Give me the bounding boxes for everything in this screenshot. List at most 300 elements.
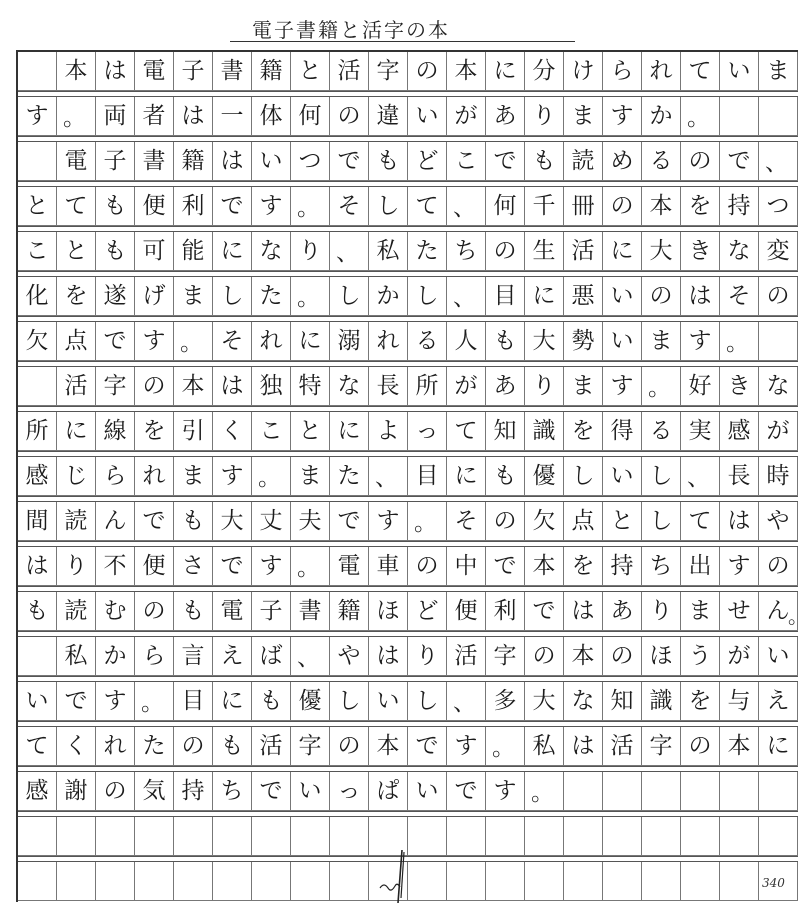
grid-cell: 大 bbox=[525, 682, 564, 721]
grid-cell: い bbox=[408, 772, 447, 811]
grid-cell bbox=[330, 862, 369, 901]
grid-cell: 線 bbox=[96, 412, 135, 451]
grid-cell: 籍 bbox=[252, 52, 291, 91]
grid-cell: 不 bbox=[96, 547, 135, 586]
grid-cell: 人 bbox=[447, 322, 486, 361]
grid-cell: の bbox=[603, 637, 642, 676]
grid-cell: す bbox=[369, 502, 408, 541]
grid-cell: は bbox=[564, 727, 603, 766]
grid-cell: る bbox=[642, 412, 681, 451]
essay-title: 電子書籍と活字の本 bbox=[252, 18, 450, 42]
genkou-grid bbox=[16, 50, 798, 902]
grid-cell: り bbox=[642, 592, 681, 631]
grid-cell: も bbox=[369, 142, 408, 181]
grid-cell bbox=[720, 772, 759, 811]
grid-row bbox=[18, 772, 798, 811]
grid-cell: す bbox=[252, 187, 291, 226]
grid-cell: っ bbox=[408, 412, 447, 451]
grid-cell: い bbox=[18, 682, 57, 721]
grid-cell bbox=[18, 142, 57, 181]
grid-cell: を bbox=[57, 277, 96, 316]
grid-cell: 気 bbox=[135, 772, 174, 811]
grid-cell: を bbox=[681, 682, 720, 721]
grid-cell: じ bbox=[57, 457, 96, 496]
grid-cell bbox=[135, 817, 174, 856]
grid-cell: う bbox=[681, 637, 720, 676]
grid-cell: い bbox=[369, 682, 408, 721]
grid-cell: に bbox=[525, 277, 564, 316]
grid-cell bbox=[525, 862, 564, 901]
grid-cell: ら bbox=[603, 52, 642, 91]
grid-cell: ま bbox=[174, 277, 213, 316]
grid-cell bbox=[564, 862, 603, 901]
grid-cell: 字 bbox=[291, 727, 330, 766]
grid-cell: く bbox=[213, 412, 252, 451]
grid-cell: 電 bbox=[213, 592, 252, 631]
grid-cell: り bbox=[525, 367, 564, 406]
grid-cell: ん bbox=[96, 502, 135, 541]
grid-row bbox=[18, 97, 798, 136]
grid-cell: の bbox=[486, 232, 525, 271]
grid-cell: は bbox=[564, 592, 603, 631]
grid-cell: 私 bbox=[369, 232, 408, 271]
grid-cell: か bbox=[369, 277, 408, 316]
grid-cell: 丈 bbox=[252, 502, 291, 541]
grid-cell: え bbox=[213, 637, 252, 676]
grid-cell: 引 bbox=[174, 412, 213, 451]
grid-cell: い bbox=[291, 772, 330, 811]
grid-row bbox=[18, 232, 798, 271]
grid-cell: げ bbox=[135, 277, 174, 316]
grid-cell: 点 bbox=[57, 322, 96, 361]
grid-cell: と bbox=[291, 412, 330, 451]
grid-cell bbox=[642, 817, 681, 856]
grid-cell: を bbox=[681, 187, 720, 226]
grid-cell: し bbox=[408, 277, 447, 316]
grid-cell: ち bbox=[213, 772, 252, 811]
grid-cell: め bbox=[603, 142, 642, 181]
grid-cell: む bbox=[96, 592, 135, 631]
grid-cell: は bbox=[681, 277, 720, 316]
grid-cell: こ bbox=[252, 412, 291, 451]
grid-cell: 。 bbox=[486, 727, 525, 766]
grid-cell: 特 bbox=[291, 367, 330, 406]
grid-cell: 本 bbox=[57, 52, 96, 91]
grid-cell: き bbox=[681, 232, 720, 271]
grid-cell: こ bbox=[447, 142, 486, 181]
grid-cell bbox=[18, 52, 57, 91]
grid-cell: と bbox=[291, 52, 330, 91]
grid-cell: ぱ bbox=[369, 772, 408, 811]
grid-cell: 所 bbox=[408, 367, 447, 406]
grid-cell: に bbox=[213, 682, 252, 721]
grid-cell: 本 bbox=[564, 637, 603, 676]
grid-cell: 目 bbox=[486, 277, 525, 316]
grid-cell: 長 bbox=[720, 457, 759, 496]
grid-cell: す bbox=[603, 367, 642, 406]
grid-cell: 得 bbox=[603, 412, 642, 451]
grid-cell: し bbox=[642, 457, 681, 496]
grid-cell: す bbox=[486, 772, 525, 811]
grid-cell: と bbox=[603, 502, 642, 541]
grid-cell: す bbox=[681, 322, 720, 361]
grid-cell: 電 bbox=[330, 547, 369, 586]
grid-cell: の bbox=[759, 547, 798, 586]
grid-row bbox=[18, 457, 798, 496]
grid-cell bbox=[18, 637, 57, 676]
grid-cell: と bbox=[57, 232, 96, 271]
grid-cell: か bbox=[642, 97, 681, 136]
grid-cell: し bbox=[408, 682, 447, 721]
grid-cell: 。 bbox=[135, 682, 174, 721]
grid-cell: 便 bbox=[135, 187, 174, 226]
grid-cell bbox=[564, 817, 603, 856]
grid-cell: が bbox=[447, 367, 486, 406]
grid-cell: た bbox=[408, 232, 447, 271]
grid-cell bbox=[135, 862, 174, 901]
grid-cell: 利 bbox=[174, 187, 213, 226]
grid-cell: 違 bbox=[369, 97, 408, 136]
grid-cell: 長 bbox=[369, 367, 408, 406]
grid-cell: 千 bbox=[525, 187, 564, 226]
grid-cell: 車 bbox=[369, 547, 408, 586]
grid-cell: も bbox=[486, 322, 525, 361]
grid-cell: 時 bbox=[759, 457, 798, 496]
grid-cell bbox=[759, 817, 798, 856]
grid-cell: こ bbox=[18, 232, 57, 271]
grid-cell: 知 bbox=[486, 412, 525, 451]
grid-cell bbox=[720, 97, 759, 136]
grid-cell: し bbox=[213, 277, 252, 316]
grid-cell: な bbox=[330, 367, 369, 406]
grid-cell: も bbox=[252, 682, 291, 721]
grid-cell: 字 bbox=[369, 52, 408, 91]
grid-cell: 籍 bbox=[330, 592, 369, 631]
grid-cell: あ bbox=[486, 97, 525, 136]
grid-cell: 目 bbox=[174, 682, 213, 721]
grid-cell: 私 bbox=[525, 727, 564, 766]
grid-cell: 持 bbox=[720, 187, 759, 226]
grid-cell: 、 bbox=[330, 232, 369, 271]
grid-cell: 独 bbox=[252, 367, 291, 406]
grid-cell: 感 bbox=[18, 457, 57, 496]
grid-cell: ま bbox=[681, 592, 720, 631]
grid-cell: つ bbox=[291, 142, 330, 181]
grid-cell: そ bbox=[447, 502, 486, 541]
grid-cell: 所 bbox=[18, 412, 57, 451]
grid-cell bbox=[603, 817, 642, 856]
grid-cell: 、 bbox=[291, 637, 330, 676]
grid-cell: ば bbox=[252, 637, 291, 676]
grid-cell: ど bbox=[408, 592, 447, 631]
grid-cell bbox=[96, 862, 135, 901]
grid-cell: 読 bbox=[57, 502, 96, 541]
grid-cell bbox=[18, 367, 57, 406]
grid-cell: い bbox=[720, 52, 759, 91]
grid-cell: 者 bbox=[135, 97, 174, 136]
grid-cell: て bbox=[447, 412, 486, 451]
grid-cell: な bbox=[252, 232, 291, 271]
grid-cell: た bbox=[330, 457, 369, 496]
grid-cell: 。 bbox=[174, 322, 213, 361]
grid-cell: り bbox=[525, 97, 564, 136]
grid-cell: い bbox=[252, 142, 291, 181]
grid-cell: ら bbox=[96, 457, 135, 496]
grid-cell: 変 bbox=[759, 232, 798, 271]
grid-cell: 識 bbox=[642, 682, 681, 721]
grid-cell: 。 bbox=[720, 322, 759, 361]
grid-cell: に bbox=[291, 322, 330, 361]
grid-cell: 。 bbox=[681, 97, 720, 136]
grid-cell bbox=[525, 817, 564, 856]
grid-cell: 生 bbox=[525, 232, 564, 271]
grid-cell: す bbox=[447, 727, 486, 766]
grid-cell: つ bbox=[759, 187, 798, 226]
grid-cell: 与 bbox=[720, 682, 759, 721]
grid-cell: 本 bbox=[720, 727, 759, 766]
grid-cell bbox=[57, 862, 96, 901]
grid-cell: し bbox=[564, 457, 603, 496]
grid-cell: よ bbox=[369, 412, 408, 451]
grid-cell: 。 bbox=[291, 187, 330, 226]
grid-cell bbox=[603, 862, 642, 901]
grid-cell: も bbox=[486, 457, 525, 496]
grid-cell: 優 bbox=[291, 682, 330, 721]
grid-cell bbox=[486, 817, 525, 856]
title-block bbox=[230, 8, 575, 44]
grid-cell: 一 bbox=[213, 97, 252, 136]
grid-row bbox=[18, 547, 798, 586]
grid-cell: い bbox=[603, 322, 642, 361]
grid-cell bbox=[681, 772, 720, 811]
grid-cell: 便 bbox=[135, 547, 174, 586]
grid-cell: の bbox=[330, 727, 369, 766]
title-underline bbox=[230, 41, 575, 42]
grid-cell: 籍 bbox=[174, 142, 213, 181]
grid-cell: 書 bbox=[291, 592, 330, 631]
grid-row bbox=[18, 52, 798, 91]
grid-cell: で bbox=[330, 502, 369, 541]
grid-cell: で bbox=[408, 727, 447, 766]
grid-row bbox=[18, 322, 798, 361]
grid-cell: 大 bbox=[213, 502, 252, 541]
grid-cell: ま bbox=[174, 457, 213, 496]
grid-cell: で bbox=[525, 592, 564, 631]
grid-cell: 化 bbox=[18, 277, 57, 316]
grid-cell: で bbox=[720, 142, 759, 181]
grid-cell: で bbox=[252, 772, 291, 811]
grid-cell: て bbox=[408, 187, 447, 226]
grid-cell: 遂 bbox=[96, 277, 135, 316]
grid-cell: い bbox=[603, 277, 642, 316]
grid-row bbox=[18, 142, 798, 181]
grid-cell: 電 bbox=[57, 142, 96, 181]
grid-cell: の bbox=[681, 727, 720, 766]
grid-cell: ま bbox=[564, 367, 603, 406]
grid-cell: れ bbox=[369, 322, 408, 361]
grid-cell bbox=[213, 862, 252, 901]
grid-cell: は bbox=[174, 97, 213, 136]
grid-cell: す bbox=[603, 97, 642, 136]
grid-cell: の bbox=[174, 727, 213, 766]
grid-cell: で bbox=[135, 502, 174, 541]
grid-cell: 活 bbox=[603, 727, 642, 766]
grid-cell: の bbox=[135, 592, 174, 631]
grid-cell: 優 bbox=[525, 457, 564, 496]
page-count-label: 340 bbox=[762, 876, 785, 890]
grid-cell: の bbox=[330, 97, 369, 136]
grid-row bbox=[18, 727, 798, 766]
grid-cell bbox=[681, 817, 720, 856]
grid-cell: 冊 bbox=[564, 187, 603, 226]
grid-cell: え bbox=[759, 682, 798, 721]
grid-row bbox=[18, 502, 798, 541]
grid-cell: 分 bbox=[525, 52, 564, 91]
grid-cell: 。 bbox=[57, 97, 96, 136]
grid-cell: 、 bbox=[759, 142, 798, 181]
grid-cell: 本 bbox=[447, 52, 486, 91]
grid-cell: 中 bbox=[447, 547, 486, 586]
grid-cell: 私 bbox=[57, 637, 96, 676]
grid-cell: し bbox=[330, 277, 369, 316]
grid-cell: を bbox=[564, 412, 603, 451]
grid-cell: る bbox=[408, 322, 447, 361]
grid-cell: ほ bbox=[642, 637, 681, 676]
grid-cell bbox=[174, 817, 213, 856]
grid-cell: 本 bbox=[369, 727, 408, 766]
grid-cell: の bbox=[525, 637, 564, 676]
grid-cell: 便 bbox=[447, 592, 486, 631]
grid-cell: そ bbox=[720, 277, 759, 316]
grid-cell: 電 bbox=[135, 52, 174, 91]
grid-cell: で bbox=[213, 187, 252, 226]
grid-cell: 字 bbox=[486, 637, 525, 676]
grid-cell: 可 bbox=[135, 232, 174, 271]
grid-cell: も bbox=[174, 592, 213, 631]
grid-cell: ち bbox=[447, 232, 486, 271]
grid-cell: 持 bbox=[174, 772, 213, 811]
grid-cell: の bbox=[408, 52, 447, 91]
grid-cell: す bbox=[96, 682, 135, 721]
grid-cell: ほ bbox=[369, 592, 408, 631]
grid-cell bbox=[291, 817, 330, 856]
grid-cell: の bbox=[408, 547, 447, 586]
overflow-punctuation: 。 bbox=[788, 604, 808, 628]
grid-cell: ま bbox=[642, 322, 681, 361]
grid-cell: 子 bbox=[252, 592, 291, 631]
grid-cell: 両 bbox=[96, 97, 135, 136]
grid-cell: は bbox=[369, 637, 408, 676]
grid-cell: で bbox=[213, 547, 252, 586]
grid-cell: も bbox=[18, 592, 57, 631]
grid-cell: り bbox=[291, 232, 330, 271]
grid-cell: に bbox=[330, 412, 369, 451]
grid-cell: も bbox=[213, 727, 252, 766]
grid-cell: っ bbox=[330, 772, 369, 811]
grid-cell: ま bbox=[759, 52, 798, 91]
grid-cell: に bbox=[486, 52, 525, 91]
grid-cell: く bbox=[57, 727, 96, 766]
grid-cell: 欠 bbox=[525, 502, 564, 541]
grid-cell: れ bbox=[252, 322, 291, 361]
grid-cell: 出 bbox=[681, 547, 720, 586]
grid-cell: に bbox=[213, 232, 252, 271]
grid-cell: 読 bbox=[57, 592, 96, 631]
grid-cell: て bbox=[681, 52, 720, 91]
grid-cell bbox=[252, 817, 291, 856]
grid-cell: ど bbox=[408, 142, 447, 181]
grid-cell: で bbox=[330, 142, 369, 181]
grid-cell: 本 bbox=[174, 367, 213, 406]
grid-cell: す bbox=[18, 97, 57, 136]
grid-cell: 。 bbox=[525, 772, 564, 811]
grid-cell: た bbox=[252, 277, 291, 316]
grid-cell: 。 bbox=[291, 277, 330, 316]
grid-cell: て bbox=[57, 187, 96, 226]
grid-cell: で bbox=[447, 772, 486, 811]
grid-cell: あ bbox=[486, 367, 525, 406]
grid-cell: は bbox=[18, 547, 57, 586]
grid-cell bbox=[642, 862, 681, 901]
grid-cell: て bbox=[18, 727, 57, 766]
grid-cell bbox=[330, 817, 369, 856]
grid-cell bbox=[681, 862, 720, 901]
grid-cell: 欠 bbox=[18, 322, 57, 361]
grid-cell: れ bbox=[135, 457, 174, 496]
grid-cell: 感 bbox=[720, 412, 759, 451]
grid-cell: 目 bbox=[408, 457, 447, 496]
grid-cell: に bbox=[759, 727, 798, 766]
grid-cell: い bbox=[759, 637, 798, 676]
grid-cell: 溺 bbox=[330, 322, 369, 361]
grid-cell bbox=[447, 862, 486, 901]
grid-cell bbox=[564, 772, 603, 811]
grid-cell: ま bbox=[564, 97, 603, 136]
grid-cell: で bbox=[486, 142, 525, 181]
grid-cell: た bbox=[135, 727, 174, 766]
grid-cell: 何 bbox=[291, 97, 330, 136]
grid-row bbox=[18, 637, 798, 676]
grid-cell bbox=[759, 97, 798, 136]
grid-cell: る bbox=[642, 142, 681, 181]
grid-cell: 、 bbox=[369, 457, 408, 496]
grid-cell: け bbox=[564, 52, 603, 91]
grid-cell: 書 bbox=[213, 52, 252, 91]
grid-cell: ま bbox=[291, 457, 330, 496]
grid-cell bbox=[447, 817, 486, 856]
grid-cell: い bbox=[408, 97, 447, 136]
grid-cell: の bbox=[642, 277, 681, 316]
grid-cell: の bbox=[681, 142, 720, 181]
grid-cell: な bbox=[759, 367, 798, 406]
grid-cell: が bbox=[720, 637, 759, 676]
grid-cell: 、 bbox=[681, 457, 720, 496]
grid-cell: 実 bbox=[681, 412, 720, 451]
grid-cell: の bbox=[135, 367, 174, 406]
grid-row bbox=[18, 682, 798, 721]
grid-cell: は bbox=[96, 52, 135, 91]
grid-cell: 活 bbox=[330, 52, 369, 91]
grid-cell: な bbox=[720, 232, 759, 271]
grid-cell: あ bbox=[603, 592, 642, 631]
grid-cell: い bbox=[603, 457, 642, 496]
grid-cell: 子 bbox=[174, 52, 213, 91]
grid-cell: れ bbox=[642, 52, 681, 91]
grid-cell: や bbox=[330, 637, 369, 676]
grid-cell bbox=[291, 862, 330, 901]
grid-cell: 多 bbox=[486, 682, 525, 721]
grid-cell bbox=[18, 817, 57, 856]
